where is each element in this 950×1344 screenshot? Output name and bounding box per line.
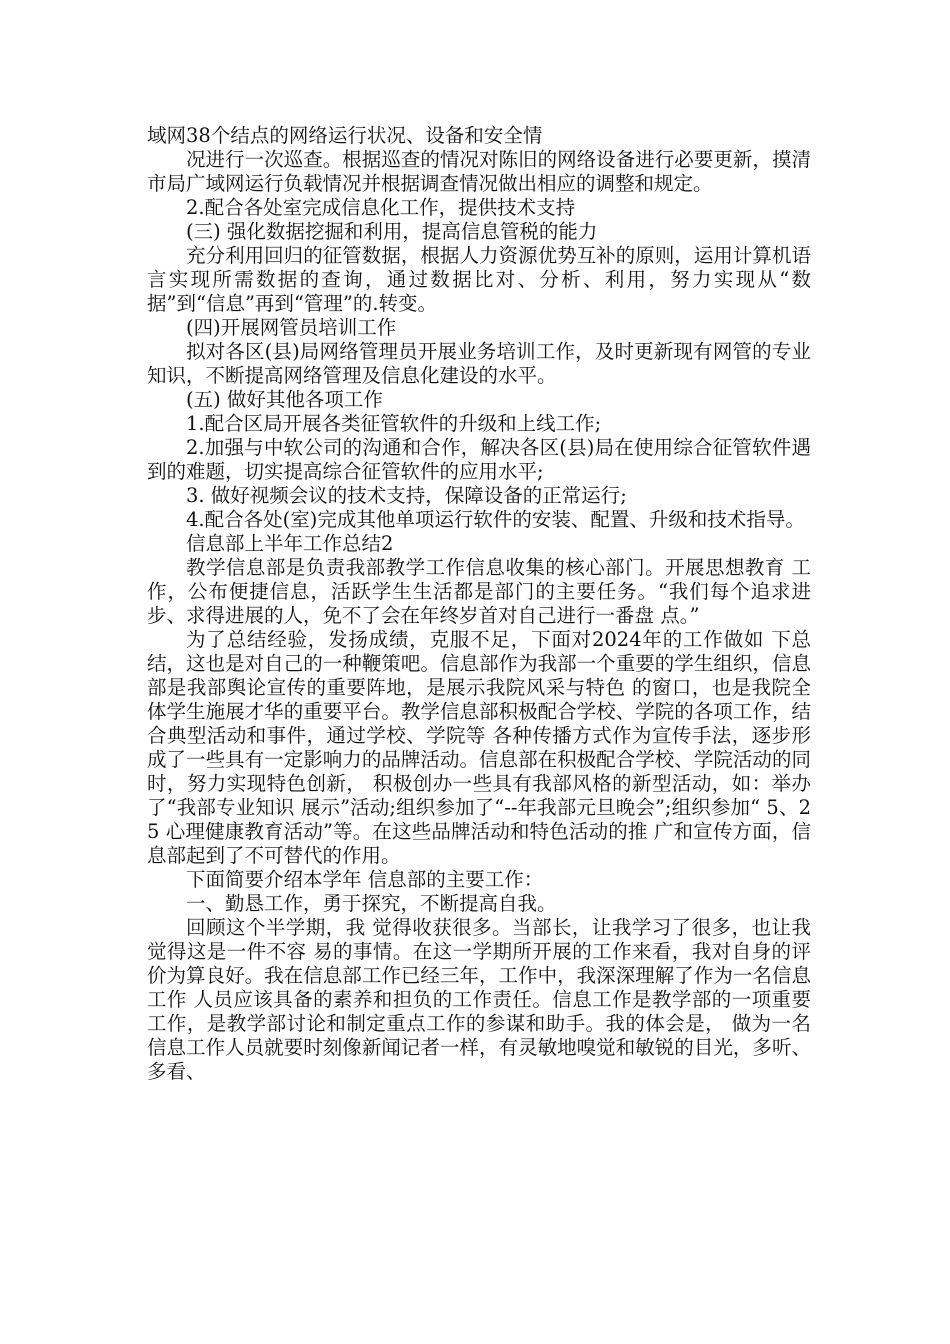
document-body: [147, 124, 811, 1084]
paragraph: 充分利用回归的征管数据，根据人力资源优势互补的原则，运用计算机语言实现所需数据的查询，通过数据比对、分析、利用，努力实现从“数据”到“信息”再到“管理”的.转变。: [147, 244, 811, 315]
list-item: 3. 做好视频会议的技术支持，保障设备的正常运行;: [186, 484, 627, 507]
paragraph: 为了总结经验，发扬成绩，克服不足，下面对2024年的工作做如 下总结，这也是对自己的一种鞭策吧。信息部作为我部一个重要的学生组织，信息部是我部舆论宣传的重要阵地，是展示我院风采与特色 的窗口，也是我院全体学生施展才华的重要平台。教学信息部积极配合学校、学院的各项工作，结合典型活动和事件，通过学校、学院等 各种传播方式作为宣传手法，逐步形成了一些具有一定影响力的品牌活动。信息部在积极配合学校、学院活动的同时，努力实现特色创新， 积极创办一些具有我部风格的新型活动，如：举办了“我部专业知识 展示”活动;组织参加了“--年我部元旦晚会”;组织参加“ 5、25 心理健康教育活动”等。在这些品牌活动和特色活动的推 广和宣传方面，信息部起到了不可替代的作用。: [147, 628, 811, 867]
section-heading: (四)开展网管员培训工作: [186, 316, 397, 339]
paragraph: 拟对各区(县)局网络管理员开展业务培训工作，及时更新现有网管的专业知识，不断提高网络管理及信息化建设的水平。: [147, 340, 811, 387]
paragraph: 域网38个结点的网络运行状况、设备和安全情: [147, 124, 543, 147]
paragraph: 回顾这个半学期，我 觉得收获很多。当部长，让我学习了很多，也让我觉得这是一件不容 易的事情。在这一学期所开展的工作来看，我对自身的评价为算良好。我在信息部工作已经三年，工作中，我深深理解了作为一名信息工作 人员应该具备的素养和担负的工作责任。信息工作是教学部的一项重要工作，是教学部讨论和制定重点工作的参谋和助手。我的体会是， 做为一名信息工作人员就要时刻像新闻记者一样，有灵敏地嗅觉和敏锐的目光，多听、多看、: [147, 916, 811, 1083]
paragraph: 况进行一次巡查。根据巡查的情况对陈旧的网络设备进行必要更新，摸清市局广域网运行负载情况并根据调查情况做出相应的调整和规定。: [147, 148, 811, 195]
section-heading: (三) 强化数据挖掘和利用，提高信息管税的能力: [186, 220, 598, 243]
list-item: 1.配合区局开展各类征管软件的升级和上线工作;: [186, 412, 602, 435]
section-heading: 一、勤恳工作，勇于探究，不断提高自我。: [186, 892, 557, 915]
list-item: 2.加强与中软公司的沟通和合作，解决各区(县)局在使用综合征管软件遇到的难题，切实提高综合征管软件的应用水平;: [147, 436, 811, 483]
paragraph: 2.配合各处室完成信息化工作，提供技术支持: [186, 196, 576, 219]
list-item: 4.配合各处(室)完成其他单项运行软件的安装、配置、升级和技术指导。: [186, 508, 805, 531]
paragraph: 教学信息部是负责我部教学工作信息收集的核心部门。开展思想教育 工作，公布便捷信息，活跃学生生活都是部门的主要任务。“我们每个追求进步、求得进展的人，免不了会在年终岁首对自己进行一番盘 点。”: [147, 556, 811, 627]
section-title: 信息部上半年工作总结2: [186, 532, 394, 555]
paragraph: 下面简要介绍本学年 信息部的主要工作：: [186, 868, 544, 891]
section-heading: (五) 做好其他各项工作: [186, 388, 383, 411]
